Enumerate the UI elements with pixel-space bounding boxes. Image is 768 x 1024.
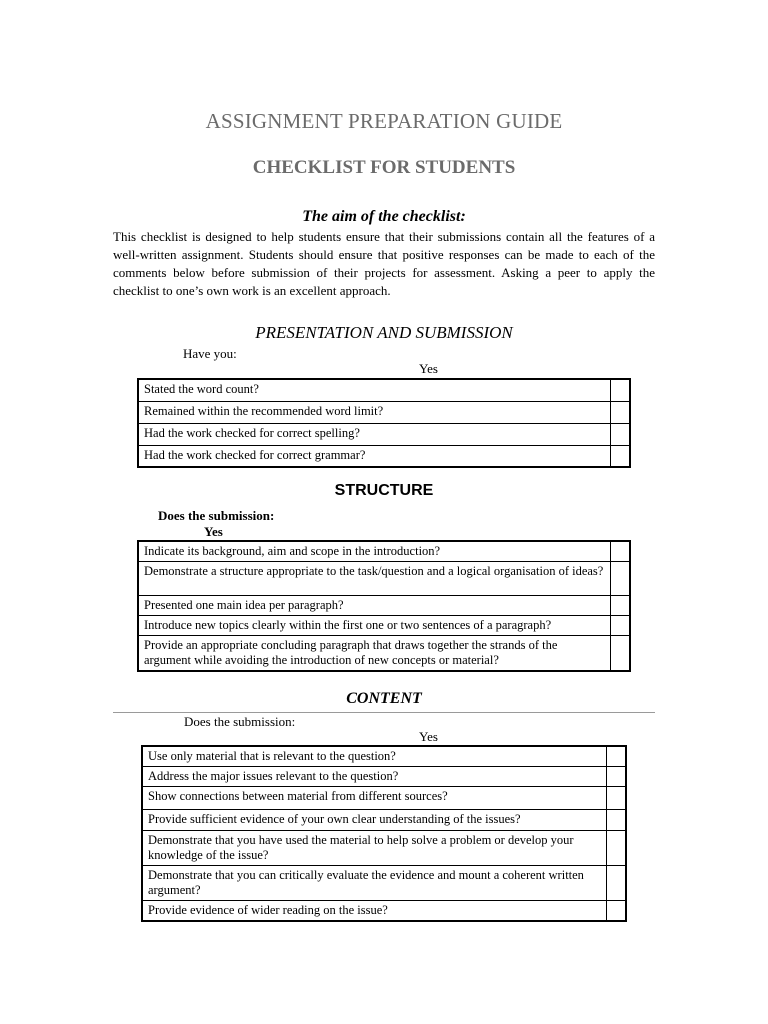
checklist-item: Provide sufficient evidence of your own clear understanding of the issues? (142, 810, 607, 831)
section-divider (113, 712, 655, 713)
content-yes-label: Yes (419, 729, 438, 744)
table-row (138, 401, 630, 423)
yes-checkbox[interactable] (611, 541, 631, 562)
checklist-item: Show connections between material from different sources? (142, 787, 607, 810)
yes-checkbox[interactable] (611, 616, 631, 636)
checklist-item: Provide an appropriate concluding paragraph that draws together the strands of the argument while avoiding the introduction of new concepts or material? (138, 636, 611, 672)
table-row (138, 616, 630, 636)
structure-heading: STRUCTURE (334, 482, 434, 499)
aim-paragraph: This checklist is designed to help students ensure that their submissions contain all the features of a well-written assignment. Students should ensure that positive responses can be made to each of the comments below before submission of their projects for assessment. Asking a peer to apply the checklist to one’s own work is an excellent approach. (113, 229, 655, 298)
yes-checkbox[interactable] (611, 596, 631, 616)
presentation-prompt: Have you: (183, 346, 237, 361)
structure-yes-label: Yes (204, 524, 223, 539)
table-row (138, 596, 630, 616)
checklist-item: Presented one main idea per paragraph? (138, 596, 611, 616)
yes-checkbox[interactable] (611, 423, 631, 445)
table-row (142, 787, 626, 810)
document-subtitle: CHECKLIST FOR STUDENTS (252, 157, 516, 178)
yes-checkbox[interactable] (607, 746, 627, 767)
checklist-item: Use only material that is relevant to the question? (142, 746, 607, 767)
table-row (138, 423, 630, 445)
presentation-heading: PRESENTATION AND SUBMISSION (255, 323, 513, 342)
yes-checkbox[interactable] (607, 866, 627, 901)
checklist-item: Demonstrate that you have used the material to help solve a problem or develop your knowledge of the issue? (142, 831, 607, 866)
table-row (138, 445, 630, 467)
yes-checkbox[interactable] (611, 636, 631, 672)
content-heading: CONTENT (346, 690, 422, 707)
table-row (142, 866, 626, 901)
checklist-item: Provide evidence of wider reading on the issue? (142, 901, 607, 922)
table-row (142, 901, 626, 922)
content-checklist (141, 745, 627, 922)
table-row (138, 379, 630, 401)
yes-checkbox[interactable] (611, 379, 631, 401)
checklist-item: Introduce new topics clearly within the first one or two sentences of a paragraph? (138, 616, 611, 636)
yes-checkbox[interactable] (607, 831, 627, 866)
presentation-checklist (137, 378, 631, 468)
checklist-item: Remained within the recommended word limit? (138, 401, 611, 423)
checklist-item: Had the work checked for correct grammar? (138, 445, 611, 467)
checklist-item: Indicate its background, aim and scope in the introduction? (138, 541, 611, 562)
checklist-item: Address the major issues relevant to the question? (142, 767, 607, 787)
yes-checkbox[interactable] (611, 401, 631, 423)
yes-checkbox[interactable] (607, 901, 627, 922)
yes-checkbox[interactable] (607, 787, 627, 810)
presentation-yes-label: Yes (419, 361, 438, 376)
checklist-item: Demonstrate that you can critically evaluate the evidence and mount a coherent written argument? (142, 866, 607, 901)
table-row (138, 636, 630, 672)
yes-checkbox[interactable] (611, 445, 631, 467)
yes-checkbox[interactable] (611, 562, 631, 596)
structure-checklist (137, 540, 631, 672)
table-row (142, 767, 626, 787)
checklist-item: Had the work checked for correct spelling? (138, 423, 611, 445)
content-prompt: Does the submission: (184, 714, 296, 729)
table-row (138, 541, 630, 562)
structure-prompt: Does the submission: (158, 508, 275, 523)
checklist-item: Demonstrate a structure appropriate to the task/question and a logical organisation of ideas? (138, 562, 611, 596)
table-row (142, 831, 626, 866)
table-row (138, 562, 630, 596)
aim-heading: The aim of the checklist: (302, 208, 466, 225)
yes-checkbox[interactable] (607, 810, 627, 831)
table-row (142, 810, 626, 831)
yes-checkbox[interactable] (607, 767, 627, 787)
document-title: ASSIGNMENT PREPARATION GUIDE (205, 109, 563, 133)
checklist-item: Stated the word count? (138, 379, 611, 401)
table-row (142, 746, 626, 767)
